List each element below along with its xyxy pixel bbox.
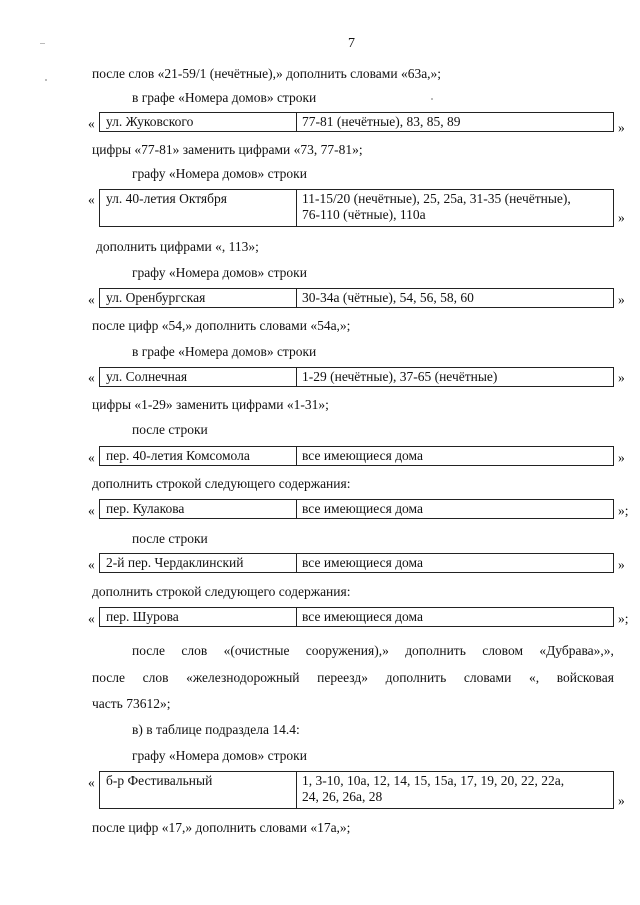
street-cell: пер. 40-летия Комсомола bbox=[100, 447, 297, 465]
street-cell: ул. 40-летия Октября bbox=[100, 190, 297, 226]
word: «Дубрава»,», bbox=[539, 643, 614, 658]
houses-cell bbox=[297, 772, 564, 808]
close-quote: » bbox=[618, 292, 625, 307]
close-quote: » bbox=[618, 370, 625, 385]
close-quote: » bbox=[618, 210, 625, 225]
open-quote: « bbox=[88, 775, 95, 790]
open-quote: « bbox=[88, 503, 95, 518]
scan-edge-mark bbox=[45, 79, 47, 81]
houses-cell bbox=[297, 190, 571, 226]
text-line: в графе «Номера домов» строки bbox=[132, 90, 317, 105]
street-table-row bbox=[99, 771, 614, 809]
street-table-row bbox=[99, 499, 614, 519]
open-quote: « bbox=[88, 557, 95, 572]
street-cell: пер. Кулакова bbox=[100, 500, 297, 518]
text-line: дополнить строкой следующего содержания: bbox=[92, 476, 351, 491]
word: дополнить bbox=[405, 643, 466, 658]
street-cell: пер. Шурова bbox=[100, 608, 297, 626]
word: «железнодорожный bbox=[186, 670, 300, 685]
close-quote: » bbox=[618, 450, 625, 465]
text-line: цифры «77-81» заменить цифрами «73, 77-81»; bbox=[92, 142, 363, 157]
text-line: графу «Номера домов» строки bbox=[132, 748, 307, 763]
word: дополнить bbox=[385, 670, 447, 685]
open-quote: « bbox=[88, 116, 95, 131]
houses-cell: все имеющиеся дома bbox=[302, 609, 423, 624]
street-table-row bbox=[99, 288, 614, 308]
word: после bbox=[92, 670, 126, 685]
houses-line: 24, 26, 26а, 28 bbox=[302, 789, 383, 804]
text-line: цифры «1-29» заменить цифрами «1-31»; bbox=[92, 397, 329, 412]
open-quote: « bbox=[88, 370, 95, 385]
text-line: после цифр «17,» дополнить словами «17а,»; bbox=[92, 820, 351, 835]
street-table-row bbox=[99, 553, 614, 573]
street-cell: б-р Фестивальный bbox=[100, 772, 297, 808]
scan-edge-mark bbox=[40, 43, 45, 44]
street-cell: ул. Солнечная bbox=[100, 368, 297, 386]
street-cell: 2-й пер. Чердаклинский bbox=[100, 554, 297, 572]
text-line: дополнить цифрами «, 113»; bbox=[96, 239, 259, 254]
text-line: после цифр «54,» дополнить словами «54а,»; bbox=[92, 318, 351, 333]
street-cell: ул. Оренбургская bbox=[100, 289, 297, 307]
text-line: часть 73612»; bbox=[92, 696, 171, 711]
word: слов bbox=[142, 670, 169, 685]
paragraph-line bbox=[92, 670, 614, 686]
word: «(очистные bbox=[223, 643, 290, 658]
word: сооружения),» bbox=[305, 643, 389, 658]
open-quote: « bbox=[88, 611, 95, 626]
text-line: дополнить строкой следующего содержания: bbox=[92, 584, 351, 599]
houses-cell: все имеющиеся дома bbox=[302, 555, 423, 570]
street-table-row bbox=[99, 367, 614, 387]
street-table-row bbox=[99, 607, 614, 627]
page-number: 7 bbox=[348, 36, 355, 51]
open-quote: « bbox=[88, 450, 95, 465]
text-line: графу «Номера домов» строки bbox=[132, 166, 307, 181]
text-line: в графе «Номера домов» строки bbox=[132, 344, 317, 359]
houses-line: 76-110 (чётные), 110а bbox=[302, 207, 426, 222]
text-line: графу «Номера домов» строки bbox=[132, 265, 307, 280]
houses-line: 11-15/20 (нечётные), 25, 25а, 31-35 (нечётные), bbox=[302, 191, 571, 206]
close-quote: »; bbox=[618, 611, 629, 626]
open-quote: « bbox=[88, 292, 95, 307]
street-table-row bbox=[99, 446, 614, 466]
houses-line: 1, 3-10, 10а, 12, 14, 15, 15а, 17, 19, 20, 22, 22а, bbox=[302, 773, 565, 788]
paragraph-line bbox=[132, 643, 614, 659]
houses-cell: 30-34а (чётные), 54, 56, 58, 60 bbox=[302, 290, 474, 305]
open-quote: « bbox=[88, 192, 95, 207]
word: «, bbox=[528, 670, 540, 685]
street-table-row bbox=[99, 112, 614, 132]
houses-cell: все имеющиеся дома bbox=[302, 501, 423, 516]
close-quote: »; bbox=[618, 503, 629, 518]
text-line: после слов «21-59/1 (нечётные),» дополнить словами «63а,»; bbox=[92, 66, 442, 81]
word: войсковая bbox=[556, 670, 614, 685]
street-cell: ул. Жуковского bbox=[100, 113, 297, 131]
houses-cell: 77-81 (нечётные), 83, 85, 89 bbox=[302, 114, 461, 129]
houses-cell: все имеющиеся дома bbox=[302, 448, 423, 463]
word: словом bbox=[482, 643, 523, 658]
street-table-row bbox=[99, 189, 614, 227]
close-quote: » bbox=[618, 793, 625, 808]
word: переезд» bbox=[317, 670, 368, 685]
text-line: после строки bbox=[132, 531, 208, 546]
word: слов bbox=[181, 643, 208, 658]
text-line: в) в таблице подраздела 14.4: bbox=[132, 722, 300, 737]
houses-cell: 1-29 (нечётные), 37-65 (нечётные) bbox=[302, 369, 498, 384]
close-quote: » bbox=[618, 557, 625, 572]
word: словами bbox=[463, 670, 512, 685]
close-quote: » bbox=[618, 120, 625, 135]
word: после bbox=[132, 643, 166, 658]
text-line: после строки bbox=[132, 422, 208, 437]
scan-edge-mark bbox=[431, 98, 433, 100]
